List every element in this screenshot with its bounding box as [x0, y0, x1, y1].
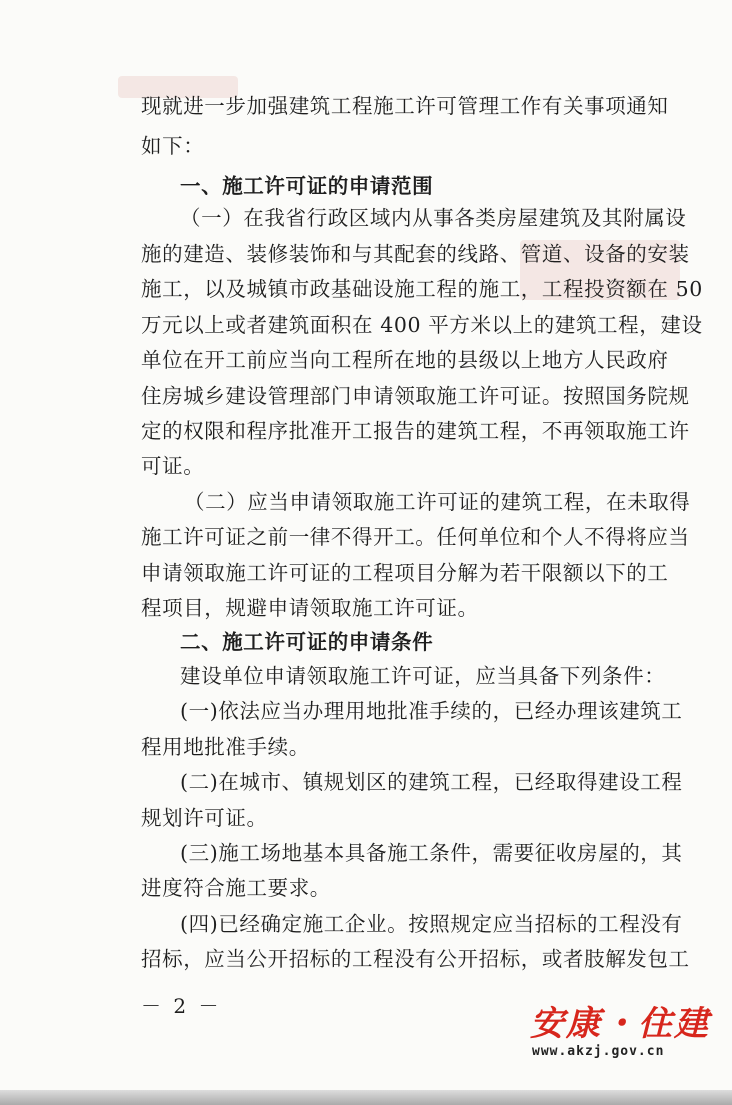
section-heading: 一、施工许可证的申请范围	[180, 174, 434, 198]
text-line: 住房城乡建设管理部门申请领取施工许可证。按照国务院规	[141, 384, 690, 408]
text-line: 建设单位申请领取施工许可证，应当具备下列条件：	[180, 664, 666, 688]
scan-edge	[0, 1090, 732, 1105]
text-line: （二）应当申请领取施工许可证的建筑工程，在未取得	[184, 490, 691, 514]
text-line: 现就进一步加强建筑工程施工许可管理工作有关事项通知	[141, 94, 669, 118]
text-line: 规划许可证。	[141, 806, 268, 830]
watermark-brand-logo: 安康・住建	[530, 1004, 710, 1044]
text-line: (三)施工场地基本具备施工条件，需要征收房屋的，其	[180, 841, 683, 865]
text-line: (一)依法应当办理用地批准手续的，已经办理该建筑工	[180, 699, 683, 723]
text-line: 程用地批准手续。	[141, 735, 310, 759]
text-line: 单位在开工前应当向工程所在地的县级以上地方人民政府	[141, 348, 669, 372]
text-line: 可证。	[141, 454, 205, 478]
text-line: 施工许可证之前一律不得开工。任何单位和个人不得将应当	[141, 525, 690, 549]
text-line: 施的建造、装修装饰和与其配套的线路、管道、设备的安装	[141, 242, 690, 266]
text-line: （一）在我省行政区域内从事各类房屋建筑及其附属设	[180, 206, 687, 230]
section-heading: 二、施工许可证的申请条件	[180, 630, 434, 654]
text-line: 如下：	[141, 134, 205, 158]
page-number: － 2 －	[141, 994, 222, 1018]
text-line: 万元以上或者建筑面积在 400 平方米以上的建筑工程，建设	[141, 313, 703, 337]
watermark-url: www.akzj.gov.cn	[532, 1044, 665, 1059]
text-line: 定的权限和程序批准开工报告的建筑工程，不再领取施工许	[141, 419, 690, 443]
text-line: 申请领取施工许可证的工程项目分解为若干限额以下的工	[141, 561, 669, 585]
text-line: 进度符合施工要求。	[141, 876, 331, 900]
text-line: 施工，以及城镇市政基础设施工程的施工，工程投资额在 50	[141, 277, 703, 301]
text-line: 程项目，规避申请领取施工许可证。	[141, 596, 479, 620]
text-line: (二)在城市、镇规划区的建筑工程，已经取得建设工程	[180, 770, 683, 794]
text-line: 招标，应当公开招标的工程没有公开招标，或者肢解发包工	[141, 947, 690, 971]
text-line: (四)已经确定施工企业。按照规定应当招标的工程没有	[180, 912, 683, 936]
